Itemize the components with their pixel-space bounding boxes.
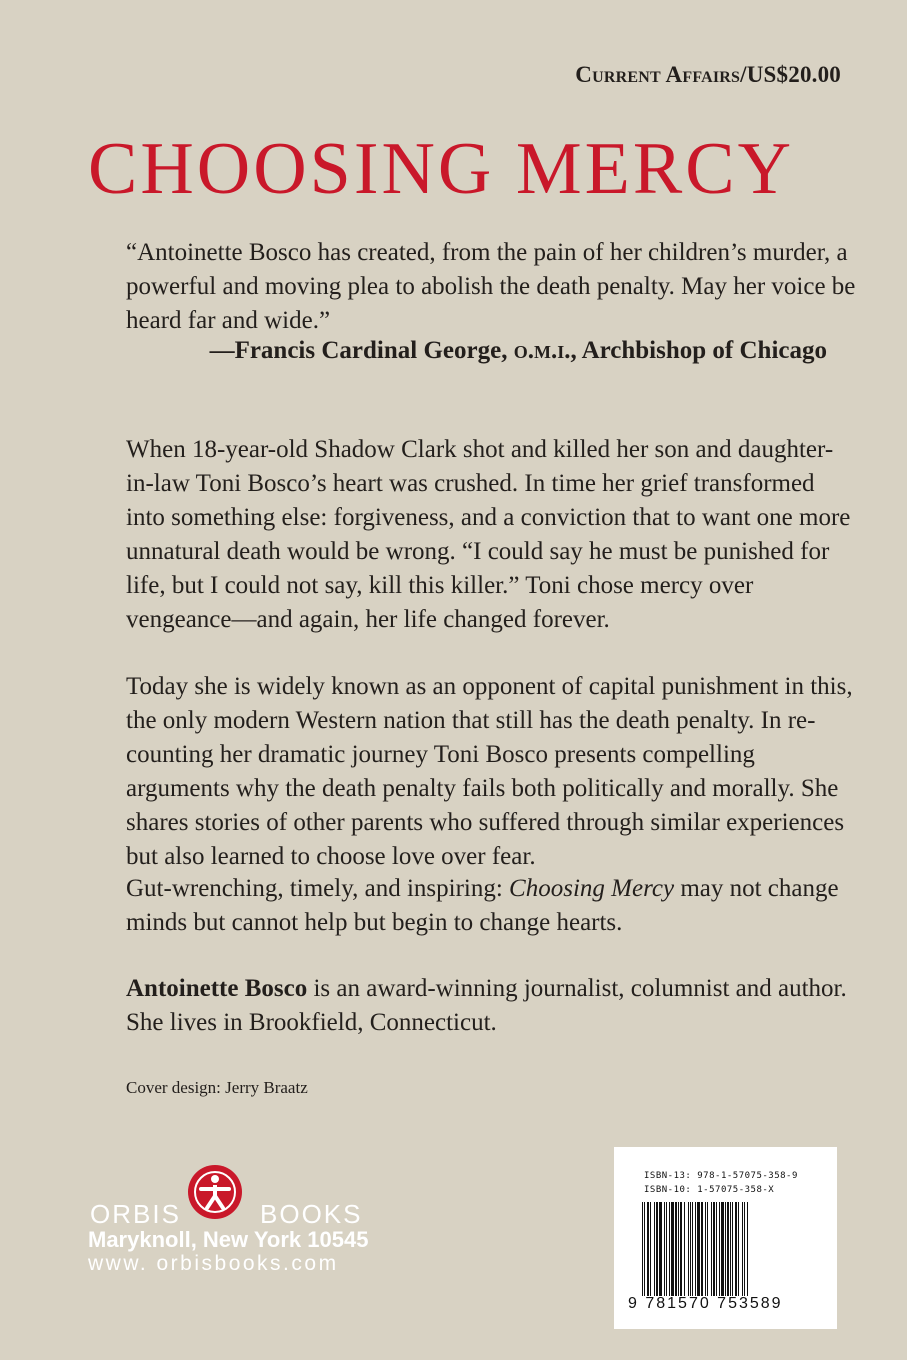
closing-before: Gut-wrenching, timely, and inspiring: — [126, 875, 510, 902]
closing-after: may not change minds but cannot help but begin to change hearts. — [126, 875, 839, 936]
description-paragraph: Today she is widely known as an opponent of capital punishment in this, the only modern Western nation that still has the death penalty. In re-counting her dramatic journey Toni Bosco presents compelling arguments why the death penalty fails both politically and morally. She shares stories of other parents who suffered through similar experiences but also learned to choose love over fear. — [126, 673, 853, 870]
publisher-address: Maryknoll, New York 10545 — [88, 1227, 369, 1252]
author-bio-text: is an award-winning journalist, columnist and author. She lives in Brookfield, Connecticut. — [126, 975, 847, 1036]
publisher-name-right: BOOKS — [260, 1199, 363, 1229]
isbn-13: ISBN-13: 978-1-57075-358-9 — [644, 1171, 798, 1181]
barcode-panel — [614, 1147, 837, 1329]
publisher-logo-icon — [188, 1165, 242, 1219]
barcode-bars — [642, 1202, 814, 1296]
cover-credit: Cover design: Jerry Braatz — [126, 1078, 308, 1097]
barcode-bar — [748, 1202, 749, 1296]
book-title: CHOOSING MERCY — [88, 128, 795, 210]
inline-book-title: Choosing Mercy — [509, 875, 675, 902]
attribution-order: o.m.i., — [513, 337, 577, 364]
author-name: Antoinette Bosco — [126, 975, 308, 1002]
endorsement-attribution — [210, 337, 827, 365]
barcode-digits: 9 781570 753589 — [628, 1295, 783, 1312]
publisher-website: www. orbisbooks.com — [88, 1252, 339, 1275]
author-bio — [126, 972, 856, 1040]
isbn-10: ISBN-10: 1-57075-358-X — [644, 1185, 775, 1195]
attribution-name: —Francis Cardinal George, — [209, 337, 508, 364]
price-category: Current Affairs/US$20.00 — [575, 62, 841, 87]
closing-paragraph — [126, 872, 856, 940]
attribution-title: Archbishop of Chicago — [581, 337, 827, 364]
endorsement-quote: “Antoinette Bosco has created, from the pain of her children’s murder, a powerful and moving plea to abolish the death penalty. May her voice be heard far and wide.” — [126, 239, 856, 334]
publisher-name-left: ORBIS — [90, 1199, 181, 1229]
description-paragraph: When 18-year-old Shadow Clark shot and killed her son and daughter-in-law Toni Bosco’s heart was crushed. In time her grief transformed into something else: forgiveness, and a conviction that to want one more unnatural death would be wrong. “I could say he must be punished for life, but I could not say, kill this killer.” Toni chose mercy over vengeance—and again, her life changed forever. — [126, 436, 851, 633]
